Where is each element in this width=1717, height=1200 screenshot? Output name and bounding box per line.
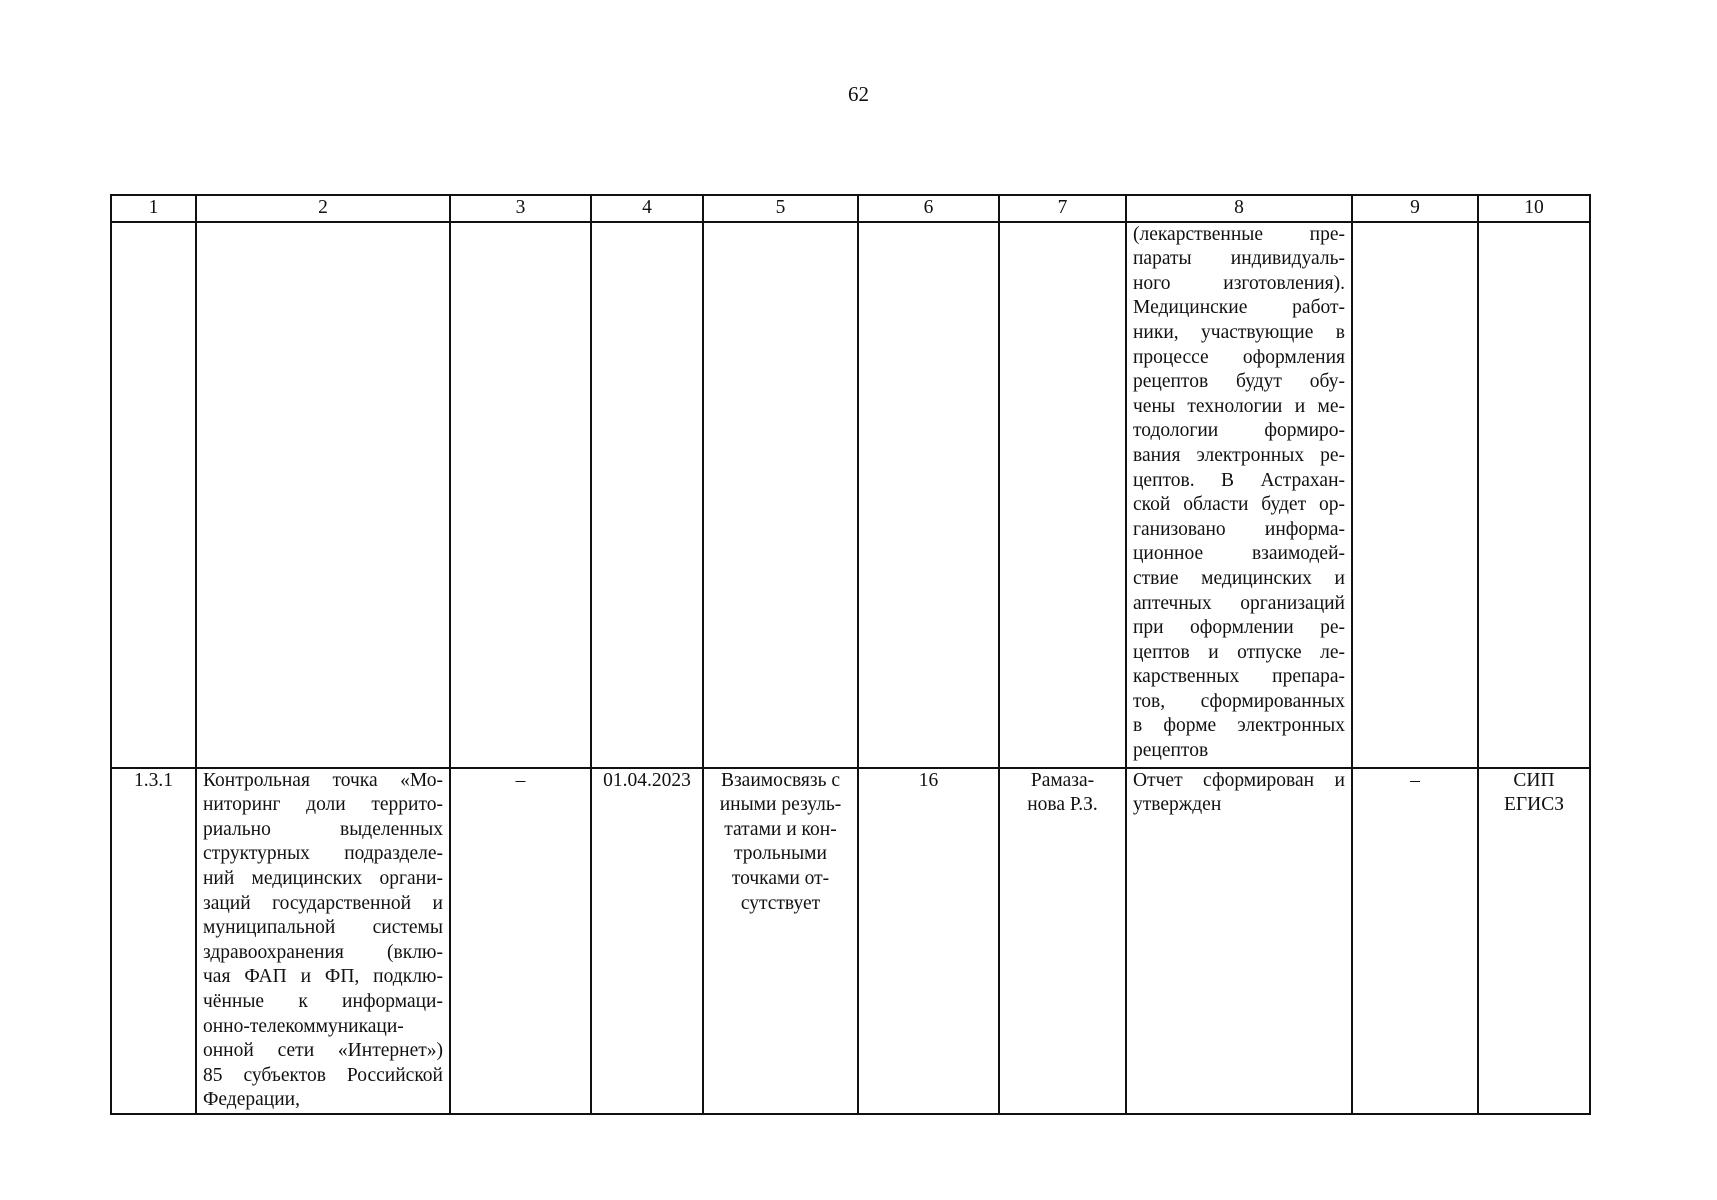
header-cell-6: 6 <box>858 195 999 222</box>
text-line: риально выделенных <box>203 818 443 840</box>
table-row-1-3-1 <box>111 768 1590 1114</box>
text-line: Контрольная точка «Мо- <box>203 769 443 791</box>
text-line: заций государственной и <box>203 892 443 914</box>
text-line: Взаимосвязь с <box>720 769 841 791</box>
text-line: аптечных организаций <box>1133 592 1345 614</box>
text-line: Отчет сформирован и <box>1133 769 1345 791</box>
text-line: параты индивидуаль- <box>1133 248 1345 270</box>
header-cell-3: 3 <box>450 195 591 222</box>
text-line: трольными <box>734 843 827 865</box>
cell-row-number: 1.3.1 <box>111 768 196 1114</box>
header-cell-5: 5 <box>703 195 858 222</box>
cell-continued-col3 <box>450 222 591 768</box>
header-cell-1: 1 <box>111 195 196 222</box>
table-header-row <box>111 195 1590 222</box>
cell-control-point-description <box>196 768 450 1114</box>
text-line: чая ФАП и ФП, подклю- <box>203 966 443 988</box>
text-line: точками от- <box>731 867 830 889</box>
text-line: ганизовано информа- <box>1133 518 1345 540</box>
text-line: ской области будет ор- <box>1133 494 1345 516</box>
cell-continued-col2 <box>196 222 450 768</box>
text-line: нова Р.З. <box>1027 794 1098 816</box>
cell-result-description <box>1126 768 1352 1114</box>
cell-relationship <box>703 768 858 1114</box>
text-line: процессе оформления <box>1133 346 1345 368</box>
text-line: сутствует <box>740 892 821 914</box>
header-cell-9: 9 <box>1352 195 1478 222</box>
text-line: в форме электронных <box>1133 715 1345 737</box>
text-line: (лекарственные пре- <box>1133 223 1345 245</box>
text-line: ЕГИСЗ <box>1503 794 1565 816</box>
text-line: ники, участвующие в <box>1133 321 1345 343</box>
text-line: татами и кон- <box>724 818 837 840</box>
cell-continued-col5 <box>703 222 858 768</box>
header-cell-8: 8 <box>1126 195 1352 222</box>
text-line: иными резуль- <box>719 794 842 816</box>
cell-col3-dash: – <box>450 768 591 1114</box>
header-cell-2: 2 <box>196 195 450 222</box>
text-line: рецептов будут обу- <box>1133 371 1345 393</box>
header-cell-10: 10 <box>1478 195 1590 222</box>
cell-continued-col6 <box>858 222 999 768</box>
cell-col6-number: 16 <box>858 768 999 1114</box>
header-cell-7: 7 <box>999 195 1126 222</box>
text-line: здравоохранения (вклю- <box>203 941 443 963</box>
text-line: ствие медицинских и <box>1133 567 1345 589</box>
text-line: ний медицинских органи- <box>203 867 443 889</box>
header-cell-4: 4 <box>591 195 703 222</box>
table-row-continued <box>111 222 1590 768</box>
text-line: Федерации, <box>203 1089 300 1111</box>
cell-responsible-person <box>999 768 1126 1114</box>
text-line: ного изготовления). <box>1133 272 1345 294</box>
text-line: тов, сформированных <box>1133 690 1345 712</box>
cell-information-system <box>1478 768 1590 1114</box>
text-line: чённые к информаци- <box>203 990 443 1012</box>
cell-continued-col1 <box>111 222 196 768</box>
text-line: 85 субъектов Российской <box>203 1064 443 1086</box>
text-line: цептов. В Астрахан- <box>1133 469 1345 491</box>
text-line: утвержден <box>1133 794 1222 816</box>
page-number: 62 <box>848 82 869 106</box>
cell-continued-col4 <box>591 222 703 768</box>
text-line: чены технологии и ме- <box>1133 395 1345 417</box>
cell-col9-dash: – <box>1352 768 1478 1114</box>
text-line: онно-телекоммуникаци- <box>203 1015 404 1037</box>
cell-continued-col9 <box>1352 222 1478 768</box>
cell-continued-col10 <box>1478 222 1590 768</box>
cell-continued-col7 <box>999 222 1126 768</box>
text-line: рецептов <box>1133 740 1209 762</box>
text-line: вания электронных ре- <box>1133 444 1345 466</box>
text-line: Рамаза- <box>1030 769 1095 791</box>
text-line: цептов и отпуске ле- <box>1133 641 1345 663</box>
text-line: онной сети «Интернет») <box>203 1040 443 1062</box>
text-line: структурных подразделе- <box>203 843 443 865</box>
text-line: тодологии формиро- <box>1133 420 1345 442</box>
text-line: карственных препара- <box>1133 666 1345 688</box>
text-line: СИП <box>1513 769 1555 791</box>
text-line: муниципальной системы <box>203 917 443 939</box>
cell-continued-col8 <box>1126 222 1352 768</box>
text-line: ниторинг доли террито- <box>203 794 443 816</box>
text-line: ционное взаимодей- <box>1133 543 1345 565</box>
text-line: Медицинские работ- <box>1133 297 1345 319</box>
text-line: при оформлении ре- <box>1133 617 1345 639</box>
document-table <box>110 194 1591 1115</box>
cell-date: 01.04.2023 <box>591 768 703 1114</box>
